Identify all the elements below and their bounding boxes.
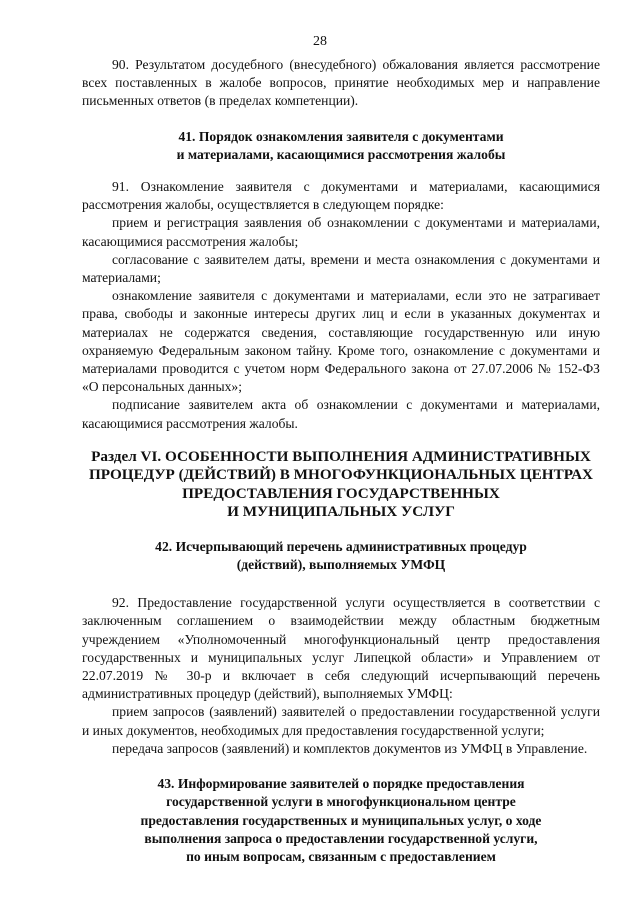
heading-line: 41. Порядок ознакомления заявителя с документами [178, 128, 504, 144]
heading-line: (действий), выполняемых УМФЦ [236, 557, 446, 573]
page-number: 28 [313, 34, 327, 49]
section-vi-title [82, 448, 600, 522]
list-item: прием и регистрация заявления об ознакомлении с документами и материалами, касающимися рассмотрения жалобы; [82, 215, 600, 249]
list-item: согласование с заявителем даты, времени и места ознакомления с документами и материалами; [82, 251, 600, 286]
list-item: подписание заявителем акта об ознакомлении с документами и материалами, касающимися рассмотрения жалобы. [82, 397, 600, 431]
heading-line: по иным вопросам, связанным с предоставлением [186, 848, 496, 864]
heading-41 [82, 128, 600, 164]
paragraph-91: 91. Ознакомление заявителя с документами и материалами, касающимися рассмотрения жалобы, осуществляется в следующем порядке: [82, 179, 600, 213]
paragraph-90: 90. Результатом досудебного (внесудебного) обжалования является рассмотрение всех поставленных в жалобе вопросов, принятие необходимых мер и направление письменных ответов (в пределах компетенции). [82, 57, 600, 109]
heading-line: государственной услуги в многофункциональном центре [166, 794, 516, 810]
heading-line: 42. Исчерпывающий перечень административных процедур [155, 538, 527, 554]
list-item: прием запросов (заявлений) заявителей о предоставлении государственной услуги и иных документов, необходимых для предоставления государственной услуги; [82, 704, 600, 738]
heading-42 [82, 538, 600, 574]
document-body [82, 56, 600, 866]
list-item: ознакомление заявителя с документами и материалами, если это не затрагивает права, свободы и законные интересы других лиц и если в указанных документах и материалах не содержатся сведения, составляющие государственную или иную охраняемую Федеральным законом тайну. Кроме того, ознакомление с документами и материалами проводится с учетом норм Федерального закона от 27.07.2006 № 152-ФЗ «О персональных данных»; [82, 288, 600, 395]
paragraph-92: 92. Предоставление государственной услуги осуществляется в соответствии с заключенным соглашением о взаимодействии между областным бюджетным учреждением «Уполномоченный многофункциональный центр предоставления государственных и муниципальных услуг Липецкой области» и Управлением от 22.07.2019 № 30-р и включает в себя следующий исчерпывающий перечень административных процедур (действий), выполняемых УМФЦ: [82, 595, 600, 702]
section-title-line: Раздел VI. ОСОБЕННОСТИ ВЫПОЛНЕНИЯ АДМИНИСТРАТИВНЫХ [91, 447, 591, 465]
heading-43 [82, 775, 600, 866]
section-title-line: ПРОЦЕДУР (ДЕЙСТВИЙ) В МНОГОФУНКЦИОНАЛЬНЫХ ЦЕНТРАХ [88, 466, 594, 484]
heading-line: и материалами, касающимися рассмотрения жалобы [176, 146, 506, 162]
heading-line: 43. Информирование заявителей о порядке предоставления [157, 776, 525, 792]
heading-line: выполнения запроса о предоставлении государственной услуги, [144, 830, 538, 846]
section-title-line: ПРЕДОСТАВЛЕНИЯ ГОСУДАРСТВЕННЫХ [182, 484, 500, 502]
heading-line: предоставления государственных и муниципальных услуг, о ходе [140, 812, 542, 828]
list-item: передача запросов (заявлений) и комплектов документов из УМФЦ в Управление. [112, 740, 588, 756]
section-title-line: И МУНИЦИПАЛЬНЫХ УСЛУГ [227, 503, 455, 521]
